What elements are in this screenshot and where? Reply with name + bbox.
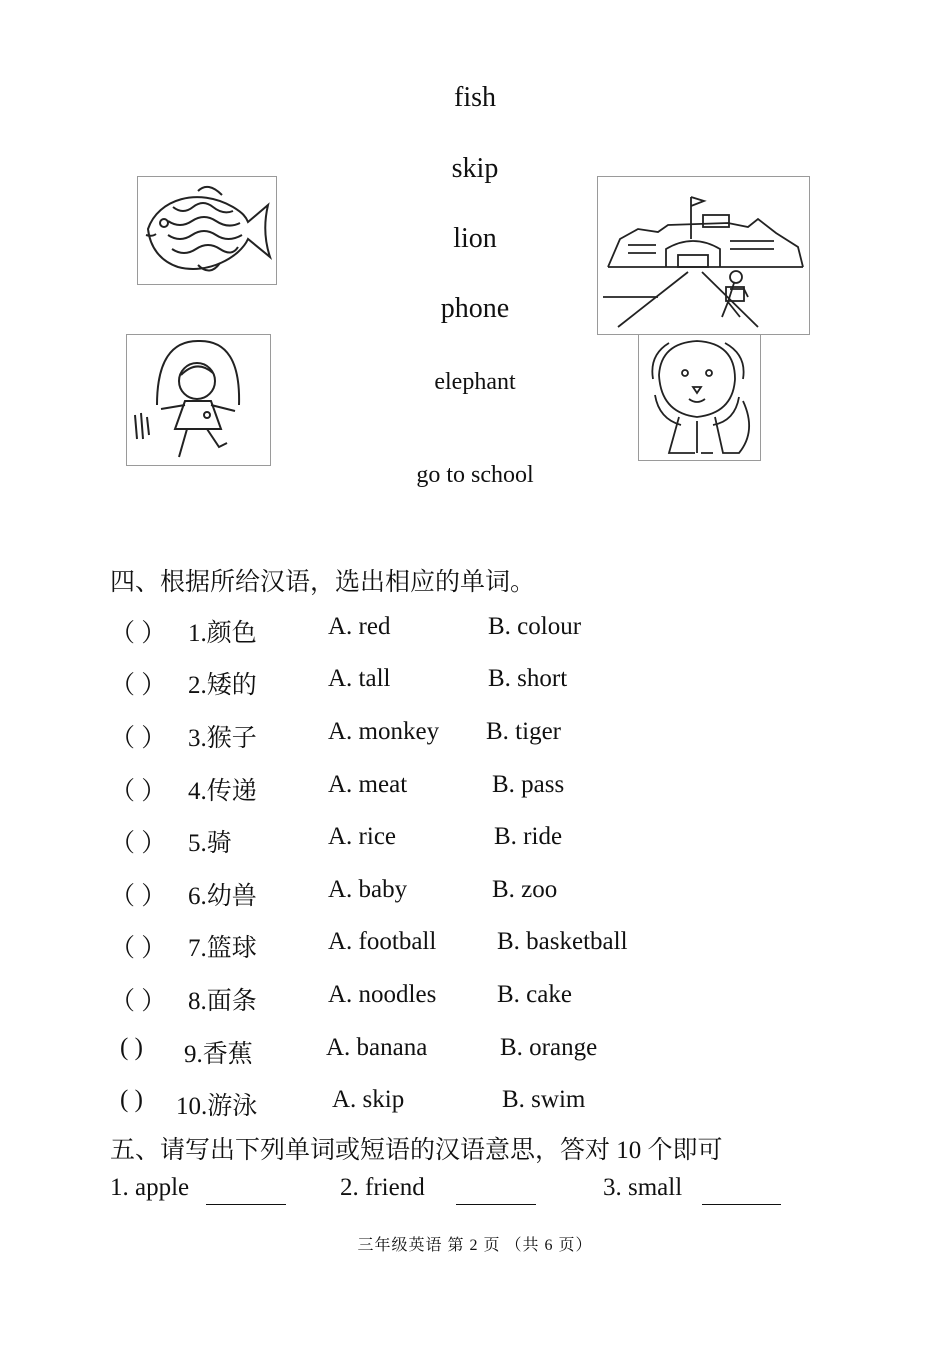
- word-skip: skip: [451, 153, 499, 184]
- page-footer: 三年级英语 第 2 页 （共 6 页）: [357, 1237, 593, 1254]
- word-elephant: elephant: [434, 369, 516, 395]
- question-2: [0, 665, 950, 705]
- option-a: A. red: [328, 613, 391, 640]
- answer-blank-friend[interactable]: [456, 1204, 536, 1205]
- fill-item-small: 3. small: [603, 1174, 683, 1201]
- lion-picture: [638, 334, 761, 461]
- option-a: A. rice: [328, 823, 397, 850]
- word-phone: phone: [440, 293, 510, 324]
- answer-paren[interactable]: ( ): [120, 1034, 143, 1061]
- option-a: A. football: [328, 928, 437, 955]
- school-picture: [597, 176, 810, 335]
- option-b: B. cake: [497, 981, 572, 1008]
- option-a: A. noodles: [328, 981, 437, 1008]
- answer-paren[interactable]: （ ）: [110, 830, 167, 857]
- answer-paren[interactable]: （ ）: [110, 883, 167, 910]
- option-b: B. basketball: [497, 928, 628, 955]
- option-a: A. banana: [326, 1034, 428, 1061]
- question-prompt: 6.幼兽: [188, 883, 257, 910]
- option-b: B. swim: [502, 1086, 586, 1113]
- option-b: B. tiger: [486, 718, 561, 745]
- fish-picture: [137, 176, 277, 285]
- question-prompt: 4.传递: [188, 778, 257, 805]
- option-a: A. baby: [328, 876, 408, 903]
- option-b: B. ride: [494, 823, 563, 850]
- answer-paren[interactable]: （ ）: [110, 778, 167, 805]
- option-b: B. orange: [500, 1034, 598, 1061]
- answer-paren[interactable]: （ ）: [110, 620, 167, 647]
- word-fish: fish: [454, 82, 496, 113]
- question-5: [0, 823, 950, 863]
- option-b: B. zoo: [492, 876, 558, 903]
- answer-paren[interactable]: （ ）: [110, 672, 167, 699]
- section5-title: 五、请写出下列单词或短语的汉语意思，答对 10 个即可: [110, 1137, 723, 1164]
- section4-title: 四、根据所给汉语，选出相应的单词。: [110, 569, 536, 596]
- question-7: [0, 928, 950, 968]
- fill-item-friend: 2. friend: [340, 1174, 425, 1201]
- girl-skipping-picture: [126, 334, 271, 466]
- answer-blank-small[interactable]: [702, 1204, 781, 1205]
- option-b: B. pass: [492, 771, 565, 798]
- question-6: [0, 876, 950, 916]
- answer-blank-apple[interactable]: [206, 1204, 286, 1205]
- question-8: [0, 981, 950, 1021]
- question-4: [0, 771, 950, 811]
- fill-item-apple: 1. apple: [110, 1174, 190, 1201]
- question-prompt: 9.香蕉: [184, 1041, 253, 1068]
- option-a: A. tall: [328, 665, 391, 692]
- question-3: [0, 718, 950, 758]
- answer-paren[interactable]: （ ）: [110, 935, 167, 962]
- word-go-to-school: go to school: [416, 462, 534, 488]
- word-lion: lion: [453, 223, 497, 254]
- option-a: A. meat: [328, 771, 408, 798]
- option-a: A. skip: [332, 1086, 405, 1113]
- answer-paren[interactable]: （ ）: [110, 725, 167, 752]
- answer-paren[interactable]: （ ）: [110, 988, 167, 1015]
- question-prompt: 3.猴子: [188, 725, 257, 752]
- question-prompt: 8.面条: [188, 988, 257, 1015]
- question-prompt: 7.篮球: [188, 935, 257, 962]
- question-9: [0, 1034, 950, 1074]
- question-prompt: 5.骑: [188, 830, 232, 857]
- question-1: [0, 613, 950, 653]
- question-10: [0, 1086, 950, 1126]
- question-prompt: 10.游泳: [176, 1093, 258, 1120]
- option-a: A. monkey: [328, 718, 440, 745]
- answer-paren[interactable]: ( ): [120, 1086, 143, 1113]
- question-prompt: 1.颜色: [188, 620, 257, 647]
- option-b: B. short: [488, 665, 568, 692]
- question-prompt: 2.矮的: [188, 672, 257, 699]
- option-b: B. colour: [488, 613, 582, 640]
